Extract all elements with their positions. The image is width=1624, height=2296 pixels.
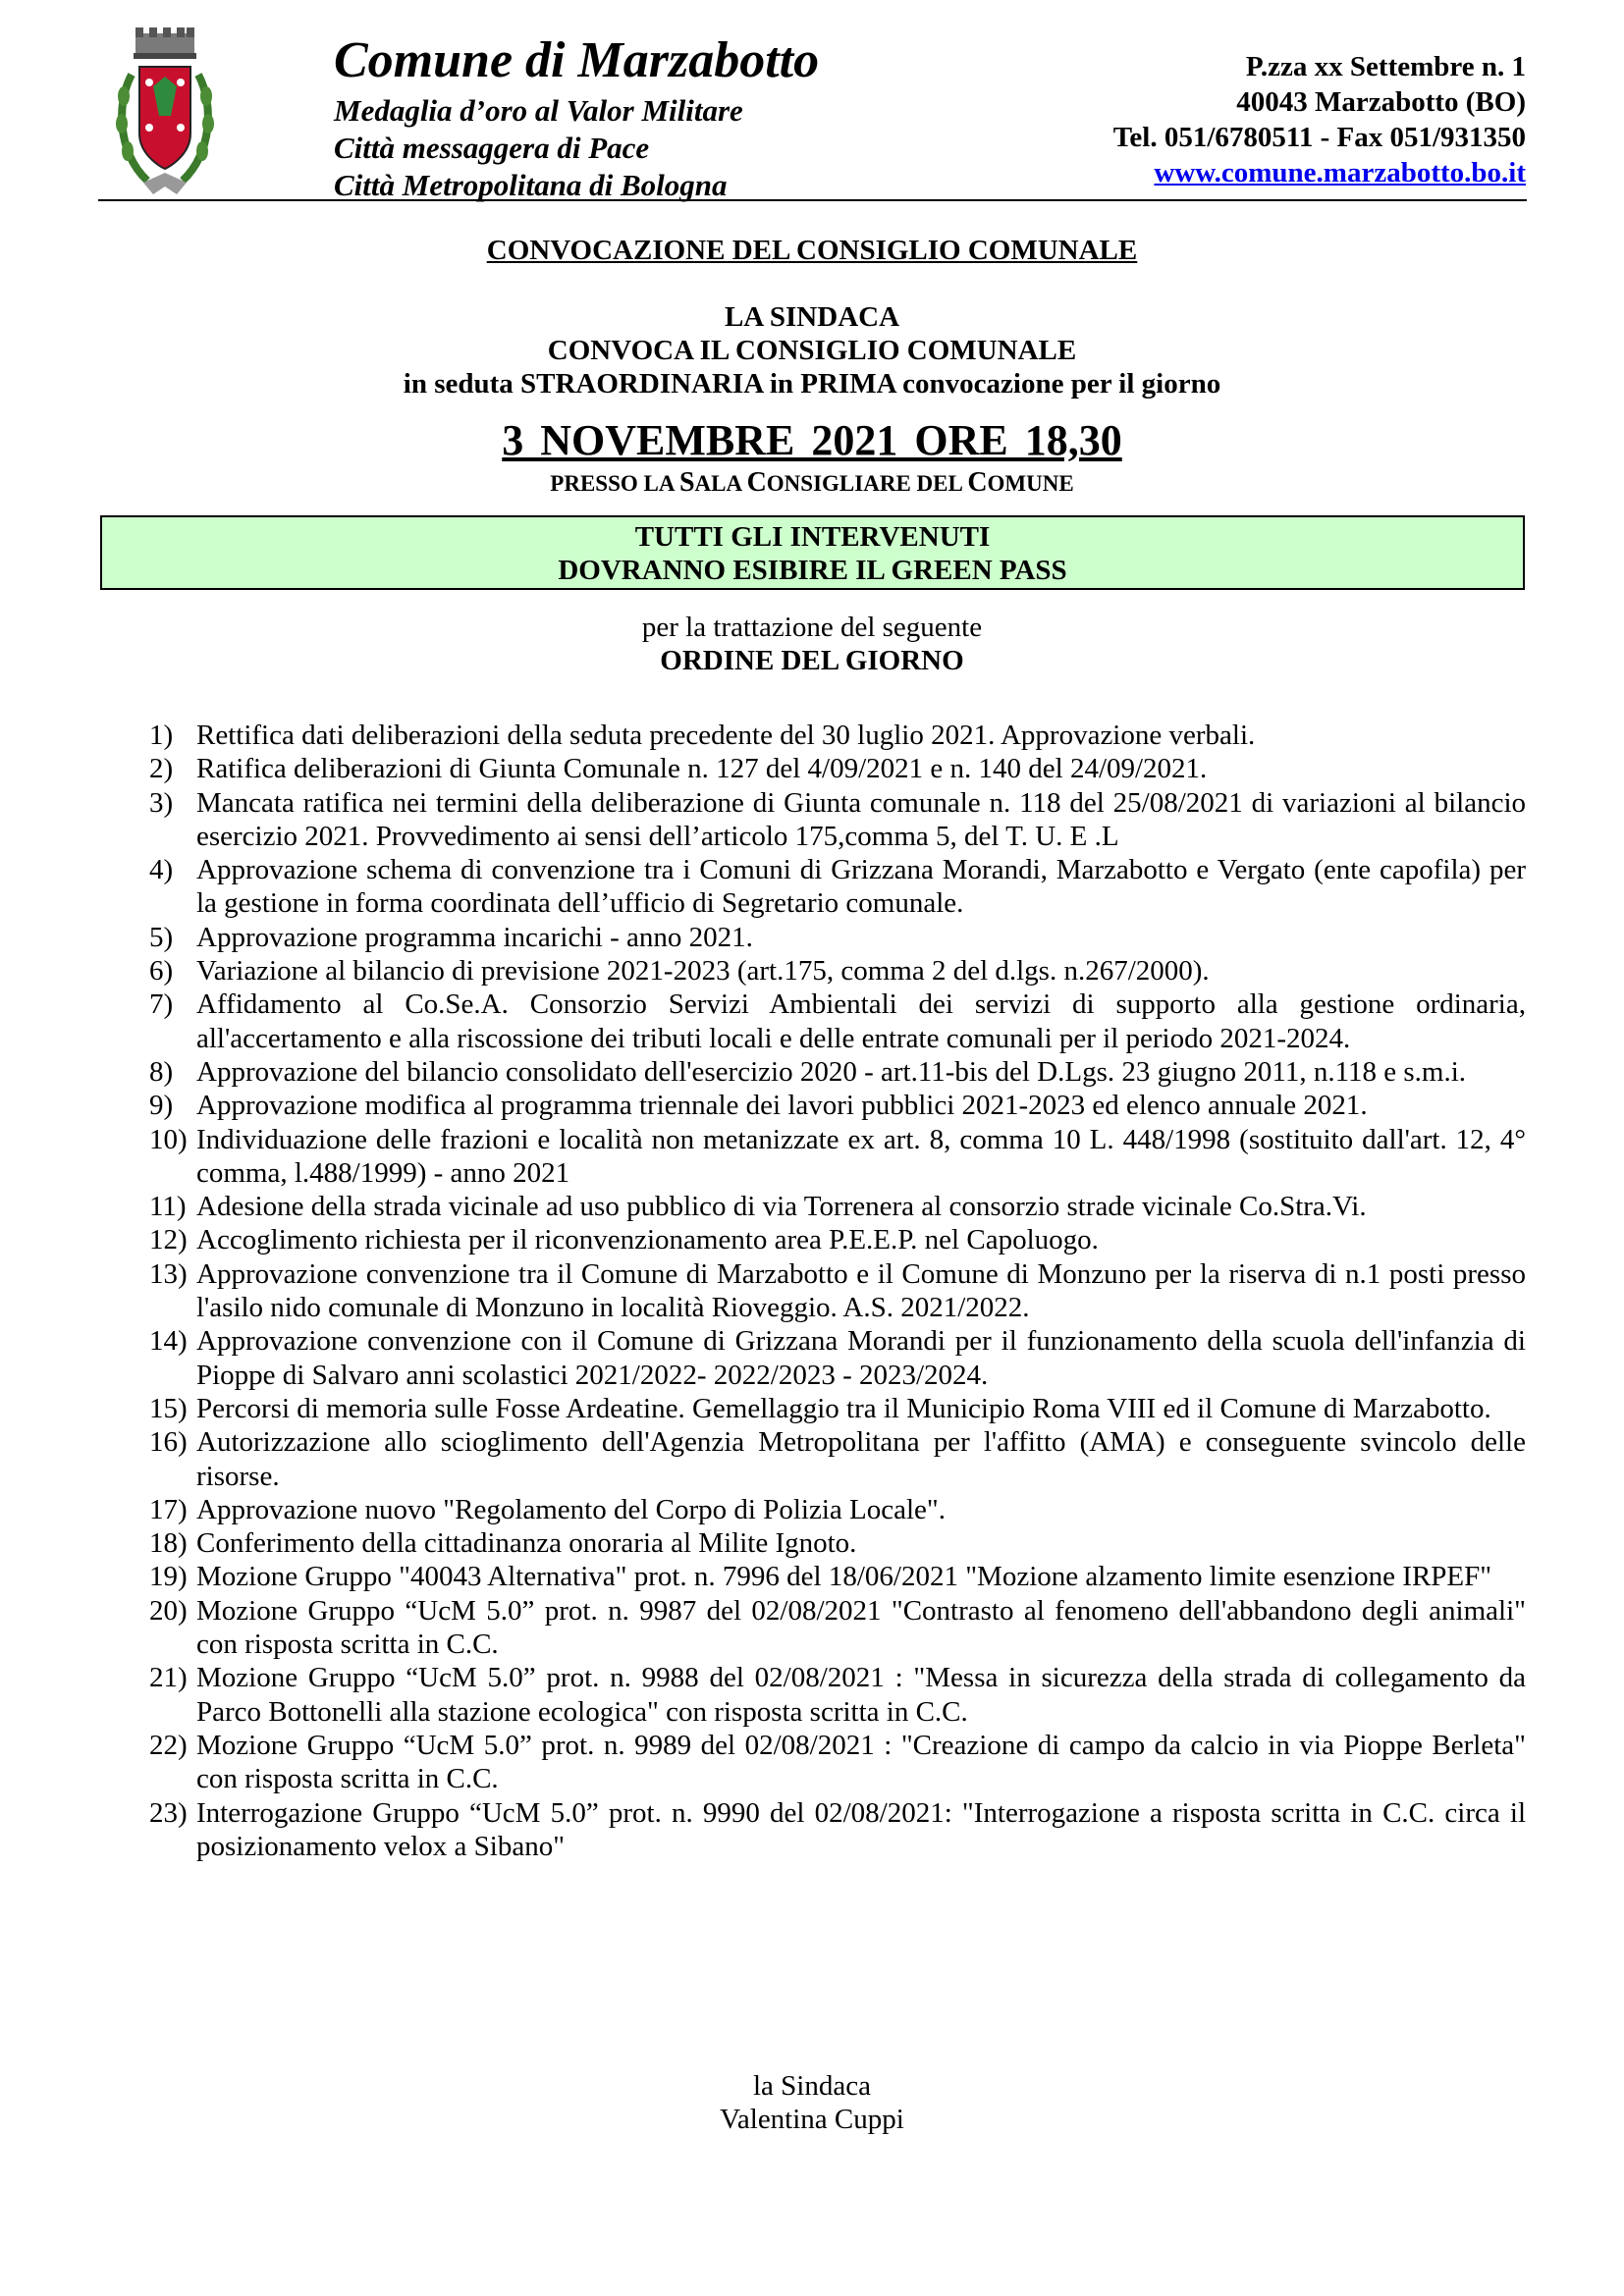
agenda-item (149, 1661, 1526, 1729)
agenda-item-text: Approvazione schema di convenzione tra i Comuni di Grizzana Morandi, Marzabotto e Vergato (ente capofila) per la gestione in forma coordinata dell’ufficio di Segretario comunale. (196, 854, 1526, 920)
agenda-item (149, 1796, 1526, 1864)
contact-block (1113, 49, 1526, 190)
agenda-item (149, 1560, 1526, 1593)
agenda-item-number: 21) (149, 1662, 188, 1694)
agenda-item-number: 10) (149, 1123, 188, 1155)
meeting-date: 3 NOVEMBRE 2021 ORE 18,30 (502, 416, 1122, 464)
agenda-item-number: 12) (149, 1224, 188, 1256)
agenda-item-text: Rettifica dati deliberazioni della seduta precedente del 30 luglio 2021. Approvazione verbali. (196, 720, 1256, 751)
agenda-item-number: 11) (149, 1191, 187, 1223)
agenda-item-text: Approvazione convenzione con il Comune di Grizzana Morandi per il funzionamento della scuola dell'infanzia di Pioppe di Salvaro anni scolastici 2021/2022- 2022/2023 - 2023/2024. (196, 1325, 1526, 1391)
agenda-item (149, 1190, 1526, 1223)
agenda-item-text: Mozione Gruppo “UcM 5.0” prot. n. 9989 del 02/08/2021 : "Creazione di campo da calcio in via Pioppe Berleta" con risposta scritta in C.C. (196, 1729, 1526, 1795)
agenda-item (149, 1123, 1526, 1191)
agenda-item-number: 1) (149, 720, 174, 751)
agenda-item (149, 988, 1526, 1055)
agenda-item-text: Conferimento della cittadinanza onoraria al Milite Ignoto. (196, 1527, 857, 1560)
agenda-item-number: 6) (149, 955, 174, 988)
agenda-item (149, 1223, 1526, 1256)
agenda-item-number: 22) (149, 1729, 188, 1761)
agenda-list (149, 719, 1526, 1863)
agenda-item (149, 1493, 1526, 1526)
agenda-item-text: Mancata ratifica nei termini della deliberazione di Giunta comunale n. 118 del 25/08/2021 di variazioni al bilancio esercizio 2021. Provvedimento ai sensi dell’articolo 175,comma 5, del T. U. E .L (196, 786, 1526, 852)
signature-role: la Sindaca (753, 2070, 871, 2102)
agenda-item (149, 921, 1526, 954)
agenda-item (149, 786, 1526, 854)
agenda-item-text: Mozione Gruppo “UcM 5.0” prot. n. 9987 del 02/08/2021 "Contrasto al fenomeno dell'abbandono degli animali" con risposta scritta in C.C. (196, 1594, 1526, 1661)
agenda-item (149, 853, 1526, 921)
agenda-item (149, 1089, 1526, 1122)
agenda-item (149, 1392, 1526, 1425)
agenda-item-text: Approvazione modifica al programma triennale dei lavori pubblici 2021-2023 ed elenco annuale 2021. (196, 1090, 1368, 1122)
agenda-item-text: Mozione Gruppo “UcM 5.0” prot. n. 9988 del 02/08/2021 : "Messa in sicurezza della strada di collegamento da Parco Bottonelli alla stazione ecologica" con risposta scritta in C.C. (196, 1662, 1526, 1728)
agenda-item-number: 14) (149, 1325, 188, 1358)
agenda-item (149, 1425, 1526, 1493)
agenda-intro: per la trattazione del seguente (641, 612, 983, 643)
agenda-item (149, 1729, 1526, 1796)
website-link[interactable]: www.comune.marzabotto.bo.it (1154, 157, 1526, 188)
honor-line-3: Città Metropolitana di Bologna (334, 168, 728, 202)
agenda-item (149, 719, 1526, 752)
signature-name: Valentina Cuppi (720, 2104, 904, 2135)
agenda-item-number: 7) (149, 988, 174, 1021)
header-divider (98, 199, 1527, 201)
agenda-item-text: Approvazione nuovo "Regolamento del Corpo di Polizia Locale". (196, 1493, 946, 1525)
agenda-item-text: Approvazione programma incarichi - anno 2021. (196, 921, 753, 953)
agenda-item-number: 15) (149, 1392, 188, 1424)
venue-line: PRESSO LA SALA CONSIGLIARE DEL COMUNE (550, 467, 1074, 498)
agenda-item-text: Individuazione delle frazioni e località non metanizzate ex art. 8, comma 10 L. 448/1998 (sostituito dall'art. 12, 4° comma, l.488/1999) - anno 2021 (196, 1123, 1526, 1189)
session-line: in seduta STRAORDINARIA in PRIMA convocazione per il giorno (403, 368, 1221, 400)
agenda-item (149, 1594, 1526, 1662)
agenda-item-number: 16) (149, 1426, 188, 1459)
municipal-coat-of-arms-icon (114, 26, 216, 202)
agenda-item-number: 9) (149, 1090, 174, 1122)
agenda-item (149, 752, 1526, 785)
mayor-heading: LA SINDACA (724, 301, 900, 333)
municipality-name: Comune di Marzabotto (334, 32, 820, 88)
city-line: 40043 Marzabotto (BO) (1236, 86, 1526, 118)
municipality-heading (334, 29, 819, 204)
agenda-item (149, 954, 1526, 988)
agenda-item-number: 2) (149, 753, 174, 785)
agenda-item-number: 4) (149, 854, 174, 886)
agenda-item-number: 18) (149, 1527, 188, 1560)
agenda-item-number: 23) (149, 1796, 188, 1829)
honor-line-2: Città messaggera di Pace (334, 131, 650, 165)
green-pass-line-1: TUTTI GLI INTERVENUTI (634, 521, 991, 553)
agenda-item (149, 1257, 1526, 1325)
convocation-title: CONVOCAZIONE DEL CONSIGLIO COMUNALE (486, 235, 1138, 266)
agenda-item-text: Ratifica deliberazioni di Giunta Comunale n. 127 del 4/09/2021 e n. 140 del 24/09/2021. (196, 753, 1208, 785)
agenda-item-text: Accoglimento richiesta per il riconvenzionamento area P.E.E.P. nel Capoluogo. (196, 1224, 1099, 1256)
agenda-item-number: 5) (149, 921, 174, 953)
agenda-item-number: 3) (149, 786, 174, 819)
agenda-item-text: Approvazione del bilancio consolidato dell'esercizio 2020 - art.11-bis del D.Lgs. 23 giugno 2011, n.118 e s.m.i. (196, 1055, 1467, 1088)
agenda-heading: ORDINE DEL GIORNO (660, 645, 964, 676)
convoca-line: CONVOCA IL CONSIGLIO COMUNALE (547, 335, 1077, 366)
agenda-item-text: Approvazione convenzione tra il Comune di Marzabotto e il Comune di Monzuno per la riserva di n.1 posti presso l'asilo nido comunale di Monzuno in località Rioveggio. A.S. 2021/2022. (196, 1257, 1526, 1324)
agenda-item-text: Mozione Gruppo "40043 Alternativa" prot. n. 7996 del 18/06/2021 "Mozione alzamento limite esenzione IRPEF" (196, 1561, 1492, 1593)
agenda-item (149, 1055, 1526, 1089)
agenda-item-text: Autorizzazione allo scioglimento dell'Agenzia Metropolitana per l'affitto (AMA) e conseguente svincolo delle risorse. (196, 1426, 1526, 1492)
agenda-item-text: Percorsi di memoria sulle Fosse Ardeatine. Gemellaggio tra il Municipio Roma VIII ed il Comune di Marzabotto. (196, 1392, 1491, 1424)
agenda-item-text: Variazione al bilancio di previsione 2021-2023 (art.175, comma 2 del d.lgs. n.267/2000). (196, 955, 1210, 988)
agenda-item-number: 19) (149, 1561, 188, 1593)
agenda-item (149, 1526, 1526, 1560)
phone-fax-line: Tel. 051/6780511 - Fax 051/931350 (1112, 122, 1526, 153)
agenda-item-text: Adesione della strada vicinale ad uso pubblico di via Torrenera al consorzio strade vicinale Co.Stra.Vi. (196, 1191, 1367, 1223)
green-pass-line-2: DOVRANNO ESIBIRE IL GREEN PASS (558, 555, 1067, 586)
agenda-item-number: 13) (149, 1257, 188, 1290)
agenda-item-number: 20) (149, 1594, 188, 1627)
agenda-item-number: 17) (149, 1493, 188, 1525)
green-pass-notice (100, 515, 1525, 590)
agenda-item-text: Interrogazione Gruppo “UcM 5.0” prot. n. 9990 del 02/08/2021: "Interrogazione a risposta scritta in C.C. circa il posizionamento velox a Sibano" (196, 1796, 1526, 1862)
agenda-item (149, 1324, 1526, 1392)
honor-line-1: Medaglia d’oro al Valor Militare (334, 93, 743, 128)
agenda-item-text: Affidamento al Co.Se.A. Consorzio Servizi Ambientali dei servizi di supporto alla gestione ordinaria, all'accertamento e alla riscossione dei tributi locali e delle entrate comunali per il periodo 2021-2024. (196, 988, 1526, 1054)
address-line: P.zza xx Settembre n. 1 (1245, 51, 1526, 82)
agenda-item-number: 8) (149, 1055, 174, 1088)
